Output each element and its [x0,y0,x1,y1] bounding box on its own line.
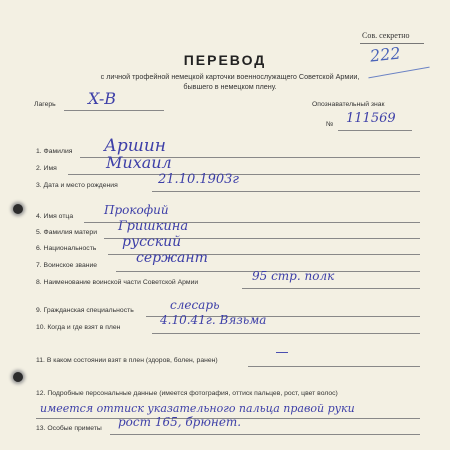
field-value-surname: Аршин [104,136,167,156]
field-value-special-marks: рост 165, брюнет. [118,415,242,429]
subtitle-line-2: бывшего в немецком плену. [183,82,277,91]
field-underline-special-marks [110,434,420,435]
field-label-father-name: 4. Имя отца [36,213,74,220]
subtitle-line-1: с личной трофейной немецкой карточки военнослужащего Советской Армии, [100,72,360,81]
punch-hole-bottom [13,372,23,382]
field-value-first-name: Михаил [106,153,172,172]
field-underline-birth-date-place [152,191,420,192]
field-label-first-name: 2. Имя [36,165,57,172]
field-label-nationality: 6. Национальность [36,245,97,252]
id-tag-label: Опознавательный знак [312,101,385,108]
secrecy-stamp: Сов. секретно [362,31,410,40]
field-label-personal-data: 12. Подробные персональные данные (имеется фотография, оттиск пальцев, рост, цвет волос) [36,390,338,397]
field-value-father-name: Прокофий [104,203,169,217]
punch-hole-top [13,204,23,214]
field-label-birth-date-place: 3. Дата и место рождения [36,182,118,189]
field-value-nationality: русский [122,234,182,250]
field-underline-capture-condition [248,366,420,367]
id-tag-number-value: 111569 [346,111,396,126]
field-label-capture-date-place: 10. Когда и где взят в плен [36,324,121,331]
field-value-capture-date-place: 4.10.41г. Вязьма [160,313,267,327]
document-title: ПЕРЕВОД [183,52,267,68]
field-label-surname: 1. Фамилия [36,148,73,155]
field-label-mother-surname: 5. Фамилия матери [36,229,98,236]
field-value-civil-profession: слесарь [170,298,220,312]
capture-condition-dash-mark [276,352,288,353]
field-value-military-rank: сержант [136,250,208,266]
field-value-military-unit: 95 стр. полк [252,269,335,283]
id-tag-underline [338,130,412,131]
field-underline-military-unit [242,288,420,289]
field-label-military-unit: 8. Наименование воинской части Советской Армии [36,279,199,286]
camp-underline [64,110,164,111]
field-label-civil-profession: 9. Гражданская специальность [36,307,134,314]
field-value-mother-surname: Гришкина [118,219,189,234]
handwritten-reference-number: 222 [369,43,402,66]
field-label-special-marks: 13. Особые приметы [36,425,102,432]
field-underline-first-name [68,174,420,175]
field-value-birth-date-place: 21.10.1903г [158,172,240,187]
field-value-personal-data: имеется оттиск указательного пальца правой руки [40,402,355,415]
field-label-capture-condition: 11. В каком состоянии взят в плен (здоров, болен, ранен) [36,357,218,364]
camp-label: Лагерь [34,101,56,108]
field-label-military-rank: 7. Воинское звание [36,262,98,269]
field-underline-capture-date-place [152,333,420,334]
camp-value: X-B [88,89,116,108]
id-tag-number-sign: № [326,121,334,128]
